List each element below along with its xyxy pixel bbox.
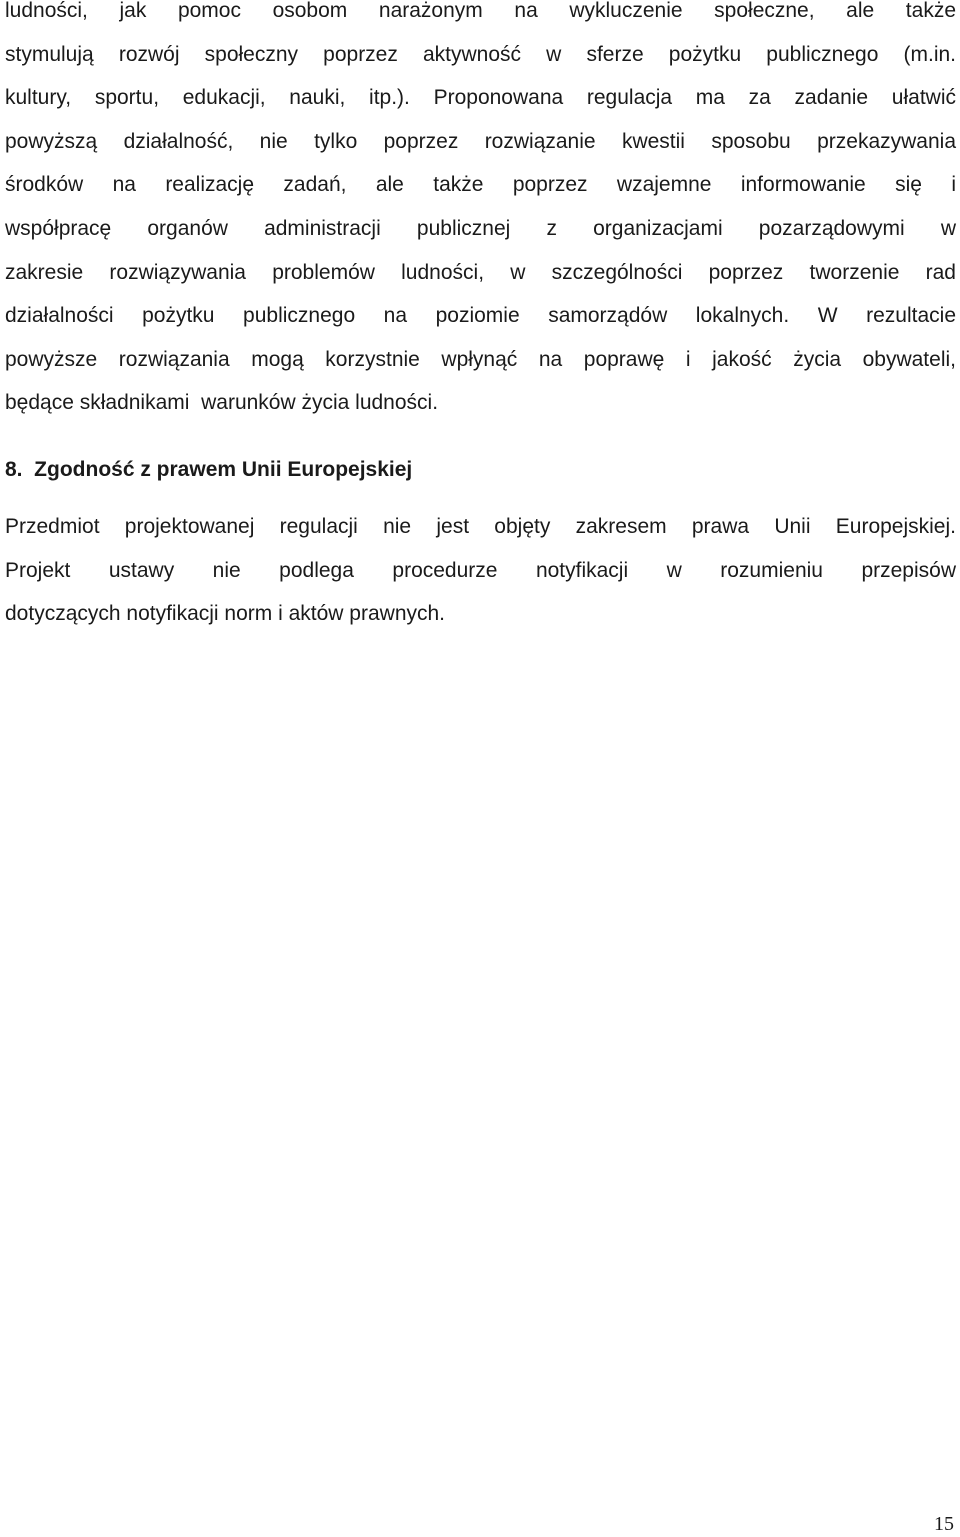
paragraph-line: ludności, jak pomoc osobom narażonym na wykluczenie społeczne, ale także — [5, 0, 956, 22]
paragraph-line: Projekt ustawy nie podlega procedurze notyfikacji w rozumieniu przepisów — [5, 558, 956, 582]
paragraph-impact — [5, 0, 956, 425]
paragraph-line: kultury, sportu, edukacji, nauki, itp.). Proponowana regulacja ma za zadanie ułatwić — [5, 86, 956, 110]
paragraph-line: działalności pożytku publicznego na poziomie samorządów lokalnych. W rezultacie — [5, 304, 956, 328]
paragraph-line: powyższe rozwiązania mogą korzystnie wpłynąć na poprawę i jakość życia obywateli, — [5, 347, 956, 371]
paragraph-eu-compliance — [5, 505, 956, 636]
paragraph-line: dotyczących notyfikacji norm i aktów prawnych. — [5, 602, 446, 626]
paragraph-line: Przedmiot projektowanej regulacji nie jest objęty zakresem prawa Unii Europejskiej. — [5, 515, 956, 538]
page-number: 15 — [934, 1513, 954, 1535]
paragraph-line: powyższą działalność, nie tylko poprzez rozwiązanie kwestii sposobu przekazywania — [5, 129, 956, 153]
paragraph-line: środków na realizację zadań, ale także poprzez wzajemne informowanie się i — [5, 173, 956, 197]
paragraph-line: zakresie rozwiązywania problemów ludności, w szczególności poprzez tworzenie rad — [5, 260, 956, 284]
section-heading: 8. Zgodność z prawem Unii Europejskiej — [5, 458, 413, 481]
paragraph-line: stymulują rozwój społeczny poprzez aktywność w sferze pożytku publicznego (m.in. — [5, 42, 956, 66]
paragraph-line: współpracę organów administracji publicznej z organizacjami pozarządowymi w — [5, 216, 956, 240]
paragraph-line: będące składnikami warunków życia ludności. — [5, 391, 439, 415]
